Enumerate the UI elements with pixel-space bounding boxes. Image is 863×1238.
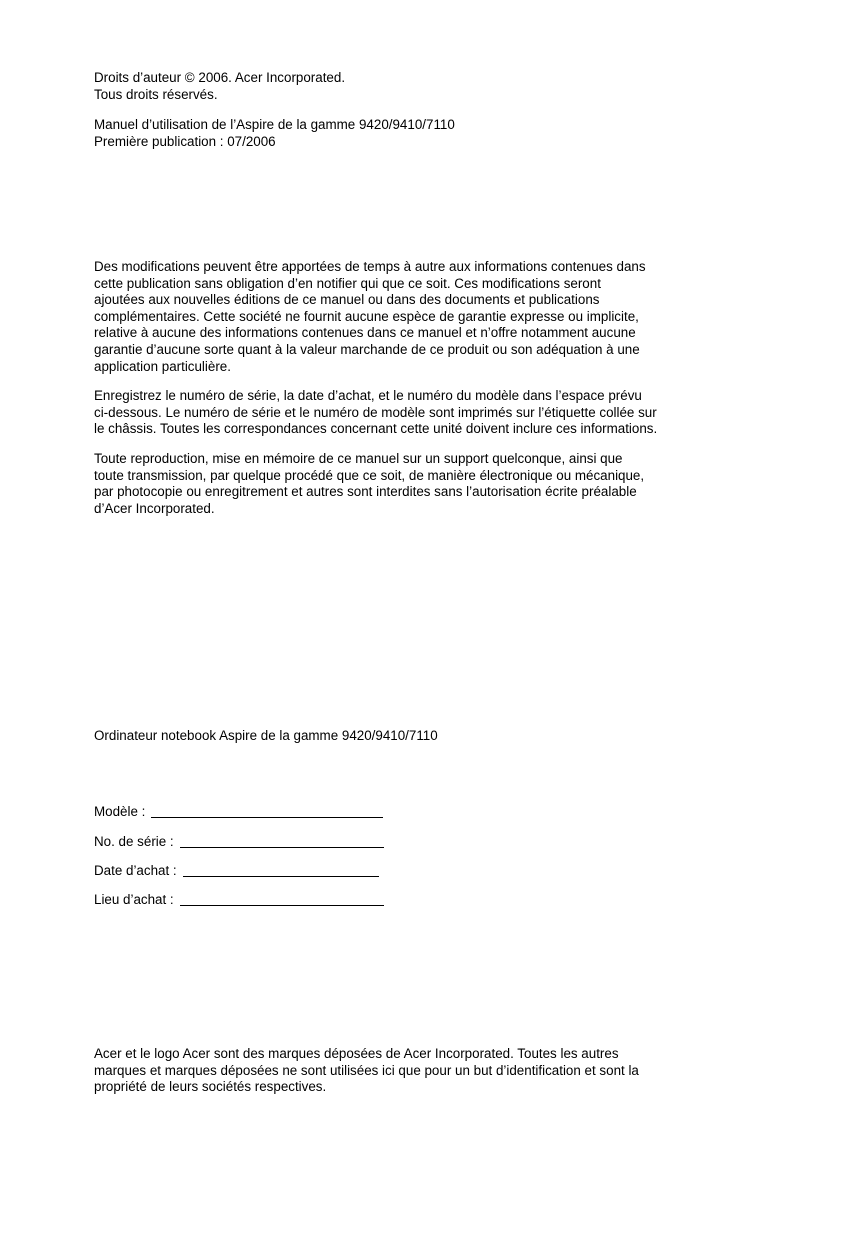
paragraph-line: par photocopie ou enregitrement et autres sont interdites sans l’autorisation écrite préalable xyxy=(94,484,637,500)
trademark-paragraph xyxy=(94,1046,744,1096)
paragraph-line: Toute reproduction, mise en mémoire de ce manuel sur un support quelconque, ainsi que xyxy=(94,451,623,466)
paragraph-line: relative à aucune des informations contenues dans ce manuel et n’offre notamment aucune xyxy=(94,325,636,341)
paragraph-line: le châssis. Toutes les correspondances concernant cette unité doivent inclure ces informations. xyxy=(94,421,658,437)
serial-blank-line xyxy=(180,847,384,848)
paragraph-line: Des modifications peuvent être apportées de temps à autre aux informations contenues dans xyxy=(94,259,646,274)
rights-reserved-line: Tous droits réservés. xyxy=(94,86,218,102)
paragraph-line: complémentaires. Cette société ne fournit aucune espèce de garantie expresse ou implicite, xyxy=(94,308,639,324)
reproduction-paragraph xyxy=(94,451,744,517)
model-field xyxy=(94,800,383,820)
registration-paragraph xyxy=(94,388,744,438)
manual-title-line: Manuel d’utilisation de l’Aspire de la gamme 9420/9410/7110 xyxy=(94,117,455,132)
copyright-line: Droits d’auteur © 2006. Acer Incorporated. xyxy=(94,70,346,85)
purchase-place-field xyxy=(94,888,384,908)
purchase-place-blank-line xyxy=(180,905,384,906)
paragraph-line: toute transmission, par quelque procédé que ce soit, de manière électronique ou mécanique, xyxy=(94,467,645,483)
paragraph-line: d’Acer Incorporated. xyxy=(94,500,215,516)
copyright-notice xyxy=(94,70,744,103)
serial-label: No. de série : xyxy=(94,834,174,849)
paragraph-line: ajoutées aux nouvelles éditions de ce manuel ou dans des documents et publications xyxy=(94,292,600,308)
paragraph-line: garantie d’aucune sorte quant à la valeur marchande de ce produit ou son adéquation à une xyxy=(94,341,640,357)
disclaimer-paragraph xyxy=(94,259,744,375)
purchase-place-label: Lieu d’achat : xyxy=(94,892,174,907)
product-title-text: Ordinateur notebook Aspire de la gamme 9420/9410/7110 xyxy=(94,728,438,743)
paragraph-line: Acer et le logo Acer sont des marques déposées de Acer Incorporated. Toutes les autres xyxy=(94,1046,619,1061)
paragraph-line: propriété de leurs sociétés respectives. xyxy=(94,1079,327,1095)
purchase-date-blank-line xyxy=(183,876,379,877)
paragraph-line: cette publication sans obligation d’en notifier qui que ce soit. Ces modifications seront xyxy=(94,275,601,291)
paragraph-line: Enregistrez le numéro de série, la date d’achat, et le numéro du modèle dans l’espace prévu xyxy=(94,388,642,403)
model-label: Modèle : xyxy=(94,804,146,819)
purchase-date-field xyxy=(94,859,379,879)
first-publication-line: Première publication : 07/2006 xyxy=(94,133,276,149)
serial-field xyxy=(94,830,384,850)
purchase-date-label: Date d’achat : xyxy=(94,863,177,878)
paragraph-line: marques et marques déposées ne sont utilisées ici que pour un but d’identification et sont la xyxy=(94,1062,639,1078)
paragraph-line: application particulière. xyxy=(94,358,231,374)
product-title xyxy=(94,728,744,745)
model-blank-line xyxy=(151,817,383,818)
paragraph-line: ci-dessous. Le numéro de série et le numéro de modèle sont imprimés sur l’étiquette collée sur xyxy=(94,404,657,420)
manual-info xyxy=(94,117,744,150)
